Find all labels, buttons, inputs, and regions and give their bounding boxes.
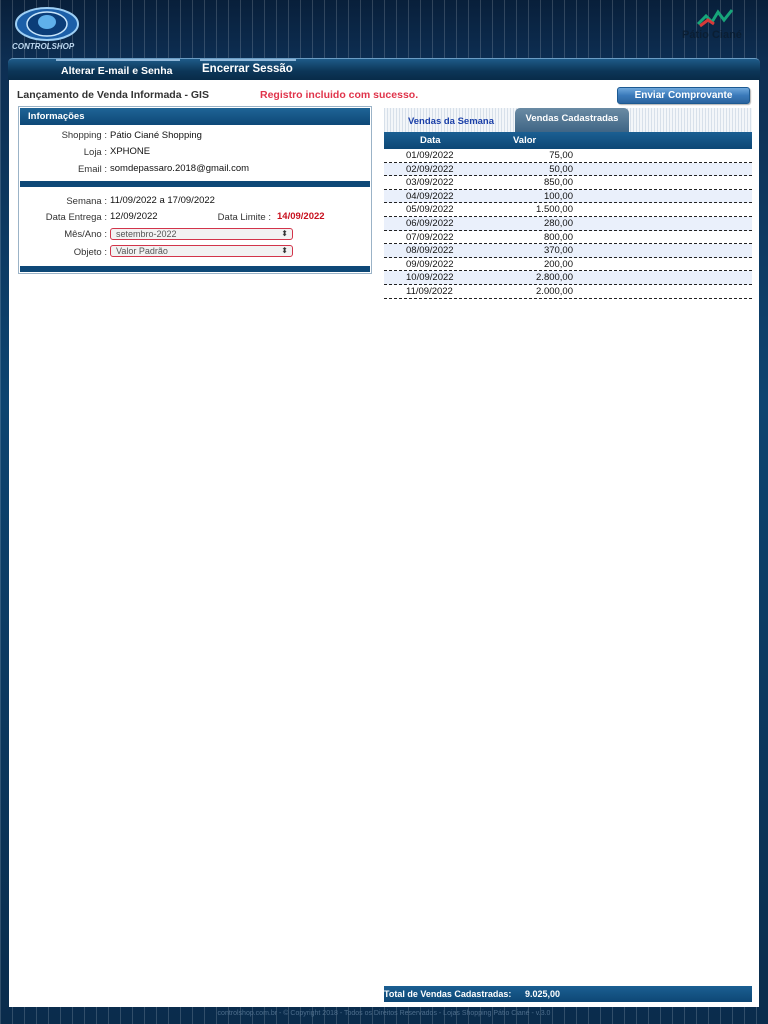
table-row — [384, 149, 752, 163]
column-header-date: Data — [420, 135, 441, 146]
row-date: 02/09/2022 — [406, 163, 454, 175]
table-row — [384, 258, 752, 272]
table-row — [384, 190, 752, 204]
send-receipt-button[interactable]: Enviar Comprovante — [617, 87, 750, 104]
tab-strip — [384, 108, 752, 132]
menu-divider — [200, 59, 296, 61]
row-date: 09/09/2022 — [406, 258, 454, 270]
menu-bar — [8, 58, 760, 81]
patio-ciane-logo[interactable] — [680, 4, 752, 48]
table-row — [384, 217, 752, 231]
menu-divider — [56, 59, 180, 61]
row-value: 2.000,00 — [536, 285, 573, 297]
row-value: 850,00 — [543, 177, 573, 189]
column-header-value: Valor — [513, 135, 537, 146]
page-title: Lançamento de Venda Informada - GIS — [17, 89, 209, 101]
month-year-label: Mês/Ano : — [64, 229, 107, 240]
chevron-updown-icon: ⬍ — [281, 229, 288, 238]
month-year-selected-value: setembro-2022 — [116, 229, 177, 239]
total-bar — [384, 986, 752, 1002]
total-value: 9.025,00 — [525, 989, 561, 999]
table-row — [384, 271, 752, 285]
row-value: 200,00 — [543, 258, 573, 270]
table-row — [384, 163, 752, 177]
month-year-select[interactable] — [110, 228, 293, 240]
row-date: 01/09/2022 — [406, 150, 454, 161]
store-label: Loja : — [83, 147, 107, 158]
success-message: Registro incluido com sucesso. — [260, 89, 419, 101]
table-row — [384, 285, 752, 299]
row-value: 370,00 — [543, 245, 573, 257]
menu-end-session[interactable]: Encerrar Sessão — [202, 63, 293, 75]
chevron-updown-icon: ⬍ — [281, 246, 288, 255]
row-value: 75,00 — [549, 150, 573, 161]
object-select[interactable] — [110, 245, 293, 257]
sales-table-body — [384, 149, 752, 299]
row-value: 280,00 — [543, 217, 573, 229]
shopping-label: Shopping : — [61, 130, 107, 141]
tab-registered-sales[interactable]: Vendas Cadastradas — [515, 108, 629, 132]
svg-text:CONTROLSHOP: CONTROLSHOP — [12, 42, 75, 51]
limit-date-label: Data Limite : — [217, 212, 271, 223]
table-row — [384, 176, 752, 190]
row-value: 1.500,00 — [536, 204, 573, 216]
table-row — [384, 231, 752, 245]
table-row — [384, 244, 752, 258]
row-value: 100,00 — [543, 190, 573, 202]
delivery-date-label: Data Entrega : — [45, 212, 107, 223]
row-date: 06/09/2022 — [406, 217, 454, 229]
row-value: 800,00 — [543, 231, 573, 243]
total-label: Total de Vendas Cadastradas: — [384, 989, 512, 999]
row-date: 04/09/2022 — [406, 190, 454, 202]
object-label: Objeto : — [73, 247, 107, 258]
tab-weekly-sales[interactable]: Vendas da Semana — [407, 116, 495, 127]
delivery-date-value: 12/09/2022 — [110, 211, 158, 222]
store-value: XPHONE — [110, 146, 151, 157]
week-value: 11/09/2022 a 17/09/2022 — [110, 195, 215, 206]
info-panel-heading: Informações — [20, 108, 370, 125]
week-label: Semana : — [66, 196, 107, 207]
row-date: 11/09/2022 — [406, 285, 453, 297]
row-date: 03/09/2022 — [406, 177, 454, 189]
object-selected-value: Valor Padrão — [116, 246, 168, 256]
email-label: Email : — [77, 164, 107, 175]
row-date: 05/09/2022 — [406, 204, 454, 216]
header — [0, 0, 768, 58]
section-divider — [20, 181, 370, 187]
panel-footer-bar — [20, 266, 370, 272]
row-date: 10/09/2022 — [406, 272, 454, 284]
row-date: 08/09/2022 — [406, 245, 454, 257]
row-value: 2.800,00 — [536, 272, 573, 284]
main-content — [9, 80, 759, 1007]
limit-date-value: 14/09/2022 — [277, 211, 325, 222]
table-row — [384, 203, 752, 217]
footer-copyright: controlshop.com.br - © Copyright 2018 - Todos os Direitos Reservados - Lojas Shopping Pátio Ciané - v.3.0 — [217, 1010, 551, 1017]
sales-table-header — [384, 132, 752, 149]
menu-change-email-password[interactable]: Alterar E-mail e Senha — [61, 65, 173, 77]
shopping-value: Pátio Ciané Shopping — [110, 130, 202, 141]
email-value: somdepassaro.2018@gmail.com — [110, 163, 250, 174]
row-value: 50,00 — [549, 163, 573, 175]
svg-text:Pátio Ciané: Pátio Ciané — [682, 29, 742, 41]
controlshop-logo[interactable] — [10, 4, 96, 54]
row-date: 07/09/2022 — [406, 231, 454, 243]
info-panel — [18, 106, 372, 274]
